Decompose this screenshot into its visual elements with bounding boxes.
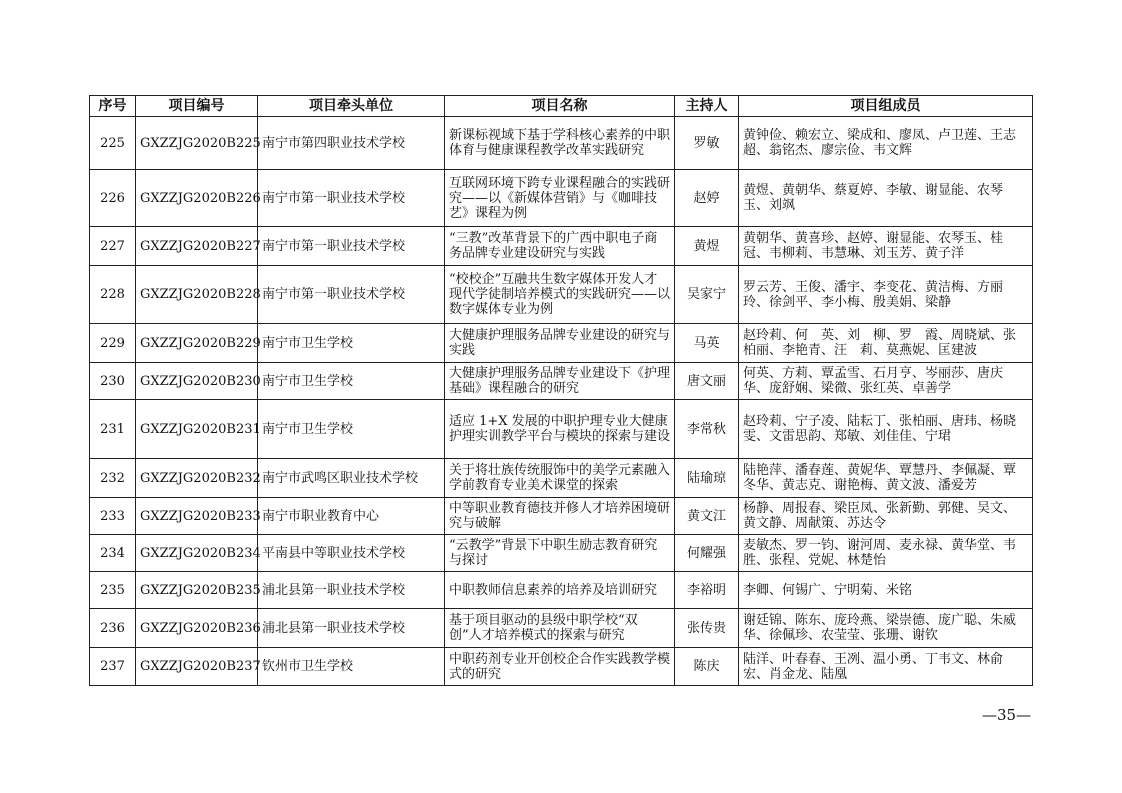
row-host: 李常秋 [675,400,739,459]
row-no: 227 [90,227,136,266]
row-members: 罗云芳、王俊、潘宇、李变花、黄洁梅、方丽玲、徐剑平、李小梅、殷美娟、梁静 [739,266,1033,324]
row-unit: 南宁市卫生学校 [258,400,445,459]
row-no: 233 [90,498,136,535]
row-members: 何英、方莉、覃孟雪、石月亨、岑丽莎、唐庆华、庞舒娴、梁微、张红英、卓善学 [739,363,1033,400]
row-host: 张传贵 [675,609,739,648]
project-table [89,95,1033,686]
row-members: 李卿、何锡广、宁明菊、米铭 [739,572,1033,609]
row-code: GXZZJG2020B233 [136,498,258,535]
row-name: 互联网环境下跨专业课程融合的实践研究——以《新媒体营销》与《咖啡技艺》课程为例 [445,170,675,227]
row-members: 陆艳萍、潘春莲、黄妮华、覃慧丹、李佩凝、覃冬华、黄志克、谢艳梅、黄文波、潘爱芳 [739,459,1033,498]
row-no: 226 [90,170,136,227]
row-name: “云教学”背景下中职生励志教育研究与探讨 [445,535,675,572]
row-name: 新课标视域下基于学科核心素养的中职体育与健康课程教学改革实践研究 [445,117,675,170]
row-no: 237 [90,648,136,686]
row-code: GXZZJG2020B232 [136,459,258,498]
row-no: 230 [90,363,136,400]
table-row [90,363,1033,400]
header-name: 项目名称 [445,96,675,117]
table-row [90,170,1033,227]
row-unit: 南宁市卫生学校 [258,363,445,400]
page-number: —35— [982,706,1032,724]
row-host: 李裕明 [675,572,739,609]
row-members: 黄朝华、黄喜珍、赵婷、谢显能、农琴玉、桂冠、韦柳莉、韦慧琳、刘玉芳、黄子洋 [739,227,1033,266]
row-code: GXZZJG2020B228 [136,266,258,324]
row-code: GXZZJG2020B225 [136,117,258,170]
row-code: GXZZJG2020B237 [136,648,258,686]
row-code: GXZZJG2020B230 [136,363,258,400]
table-row [90,609,1033,648]
header-host: 主持人 [675,96,739,117]
table-row [90,648,1033,686]
row-code: GXZZJG2020B234 [136,535,258,572]
row-host: 吴家宁 [675,266,739,324]
row-code: GXZZJG2020B226 [136,170,258,227]
row-members: 谢廷锦、陈东、庞玲燕、梁崇德、庞广聪、朱威华、徐佩珍、农莹莹、张珊、谢钦 [739,609,1033,648]
row-unit: 平南县中等职业技术学校 [258,535,445,572]
row-code: GXZZJG2020B231 [136,400,258,459]
row-name: 大健康护理服务品牌专业建设下《护理基础》课程融合的研究 [445,363,675,400]
row-host: 唐文丽 [675,363,739,400]
row-no: 228 [90,266,136,324]
row-members: 麦敏杰、罗一钧、谢河周、麦永禄、黄华堂、韦胜、张程、党妮、林楚怡 [739,535,1033,572]
header-unit: 项目牵头单位 [258,96,445,117]
row-host: 何耀强 [675,535,739,572]
row-code: GXZZJG2020B229 [136,324,258,363]
row-unit: 浦北县第一职业技术学校 [258,572,445,609]
row-no: 231 [90,400,136,459]
row-members: 杨静、周报春、梁臣凤、张新勤、郭健、吴文、黄文静、周献策、苏达令 [739,498,1033,535]
table-header-row [90,96,1033,117]
row-members: 赵玲莉、何 英、刘 柳、罗 霞、周晓斌、张柏丽、李艳青、汪 莉、莫燕妮、匡建波 [739,324,1033,363]
row-unit: 南宁市第一职业技术学校 [258,227,445,266]
row-name: 基于项目驱动的县级中职学校“双创”人才培养模式的探索与研究 [445,609,675,648]
row-no: 232 [90,459,136,498]
row-host: 马英 [675,324,739,363]
row-host: 赵婷 [675,170,739,227]
row-name: 关于将壮族传统服饰中的美学元素融入学前教育专业美术课堂的探索 [445,459,675,498]
row-unit: 南宁市武鸣区职业技术学校 [258,459,445,498]
row-unit: 南宁市第一职业技术学校 [258,170,445,227]
row-no: 234 [90,535,136,572]
row-code: GXZZJG2020B227 [136,227,258,266]
row-name: 大健康护理服务品牌专业建设的研究与实践 [445,324,675,363]
row-members: 陆洋、叶春春、王冽、温小勇、丁韦文、林俞宏、肖金龙、陆凰 [739,648,1033,686]
row-members: 赵玲莉、宁子凌、陆耘丁、张柏丽、唐玮、杨晓雯、文雷思韵、郑敏、刘佳佳、宁珺 [739,400,1033,459]
row-host: 黄文江 [675,498,739,535]
table-row [90,459,1033,498]
row-code: GXZZJG2020B236 [136,609,258,648]
row-code: GXZZJG2020B235 [136,572,258,609]
table-row [90,227,1033,266]
table-row [90,535,1033,572]
row-name: 中职药剂专业开创校企合作实践教学模式的研究 [445,648,675,686]
row-no: 236 [90,609,136,648]
table-row [90,117,1033,170]
row-name: 中等职业教育德技并修人才培养困境研究与破解 [445,498,675,535]
row-name: 适应 1+X 发展的中职护理专业大健康护理实训教学平台与模块的探索与建设 [445,400,675,459]
row-host: 黄煜 [675,227,739,266]
table-row [90,498,1033,535]
row-unit: 南宁市第一职业技术学校 [258,266,445,324]
table-row [90,266,1033,324]
row-no: 225 [90,117,136,170]
row-name: “三教”改革背景下的广西中职电子商务品牌专业建设研究与实践 [445,227,675,266]
row-members: 黄钟俭、赖宏立、梁成和、廖凤、卢卫莲、王志超、翁铭杰、廖宗俭、韦文辉 [739,117,1033,170]
header-code: 项目编号 [136,96,258,117]
table-row [90,324,1033,363]
row-unit: 南宁市职业教育中心 [258,498,445,535]
row-unit: 南宁市卫生学校 [258,324,445,363]
row-unit: 浦北县第一职业技术学校 [258,609,445,648]
row-no: 229 [90,324,136,363]
row-members: 黄煜、黄朝华、蔡夏婷、李敏、谢显能、农琴玉、刘飒 [739,170,1033,227]
row-host: 罗敏 [675,117,739,170]
header-no: 序号 [90,96,136,117]
row-host: 陆瑜琼 [675,459,739,498]
row-host: 陈庆 [675,648,739,686]
row-unit: 南宁市第四职业技术学校 [258,117,445,170]
table-row [90,572,1033,609]
row-no: 235 [90,572,136,609]
row-name: 中职教师信息素养的培养及培训研究 [445,572,675,609]
row-name: “校校企”互融共生数字媒体开发人才现代学徒制培养模式的实践研究——以数字媒体专业为例 [445,266,675,324]
header-members: 项目组成员 [739,96,1033,117]
table-row [90,400,1033,459]
row-unit: 钦州市卫生学校 [258,648,445,686]
